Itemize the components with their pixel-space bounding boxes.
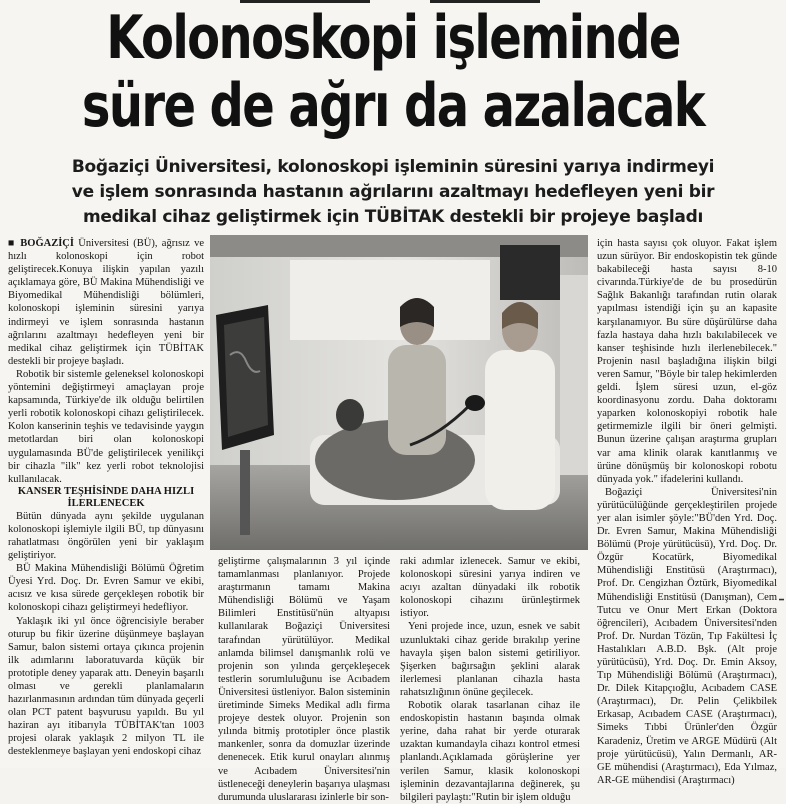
dateline-lead: ■ BOĞAZİÇİ (8, 238, 74, 249)
paragraph: raki adımlar izlenecek. Samur ve ekibi, kolonoskopi süresini yarıya indiren ve acıyı azaltan dünyadaki ilk robotik kolonoskopi cihazını ürünleştirmek istiyor. (400, 556, 580, 620)
headline-line-2: süre de ağrı da azalacak (81, 71, 705, 141)
article-column-2 (218, 555, 390, 803)
paragraph: Bütün dünyada aynı şekilde uygulanan kolonoskopi işlemiyle ilgili BÜ, tıp dünyasını rahatlatması öngörülen yeni bir yaklaşım geliştiriyor. (8, 510, 204, 562)
deck-subtitle (10, 155, 776, 230)
monitor-stand (240, 450, 250, 535)
ceiling-monitor (500, 245, 560, 300)
nurse-left (388, 345, 446, 455)
patient-head (336, 399, 364, 431)
door (560, 275, 588, 475)
doctor-right (485, 350, 555, 510)
paragraph: Boğaziçi Üniversitesi'nin yürütücülüğünde gerçekleştirilen projede yer alan isimler şöyle:"BÜ'den Yrd. Doç. Dr. Evren Samur, Makina Mühendisliği Bölümü (Proje yürütücüsü), Yrd. Doç. Dr. Özgür Kocatürk, Biyomedikal Mühendisliği Enstitüsü (Araştırmacı), Prof. Dr. Cengizhan Öztürk, Biyomedikal Mühendisliği Enstitüsü (Danışman), Cem Tutcu ve Onur Mert Erkan (Doktora öğrencileri), Acıbadem Üniversitesi'nden Prof. Dr. Nurdan Tözün, Tıp Fakültesi İç Hastalıkları A.B.D. Bşk. (Alt proje yürütücüsü), Yrd. Doç. Dr. Emin Aksoy, Tıp Mühendisliği Bölümü (Araştırmacı), Dr. Dilek Kitapçıoğlu, Acıbadem CASE (Araştırmacı), Dr. Pelin Çelikbilek Erkasap, Acıbadem CASE (Araştırmacı), Simeks Tıbbi Ürünler'den Özgür Karadeniz, Üretim ve ARGE Müdürü (Alt proje yürütücüsü), Yalın Dermanlı, AR-GE mühendisi (Araştırmacı), Eda Yılmaz, AR-GE mühendisi (Araştırmacı) (597, 486, 777, 786)
deck-line-1: Boğaziçi Üniversitesi, kolonoskopi işleminin süresini yarıya indirmeyi (71, 157, 715, 177)
hospital-photo (210, 235, 588, 550)
article-column-1 (8, 237, 204, 767)
paragraph: BÜ Makina Mühendisliği Bölümü Öğretim Üyesi Yrd. Doç. Dr. Evren Samur ve ekibi, acısız ve kısa sürede gerçekleşen robotik bir kolonoskopi cihazı geliştirmeyi hedefliyor. (8, 563, 204, 614)
page-edge-fragment: ı (776, 598, 786, 602)
paragraph: geliştirme çalışmalarının 3 yıl içinde tamamlanması planlanıyor. Projede araştırmanın tamamı Makina Mühendisliği Bölümü ve Yaşam Bilimleri Enstitüsü'nün altyapısı kullanılarak Boğaziçi Üniversitesi tarafından yürütülüyor. Medikal anlamda bilimsel danışmanlık rolü ve projenin son yılında gerçekleşecek testlerin sorumluluğunu ise Acıbadem Üniversitesi üstleniyor. Balon sisteminin üretiminde Simeks Medikal adlı firma projeye destek oluyor. Projenin son yılında bitmiş prototipler önce plastik mankenler, sonra da domuzlar üzerinde denenecek. Etik kurul onayları alınmış ve Acıbadem Üniversitesi'nin üstleneceği deneylerin başarıya ulaşması durumunda uluslararası izinlerle bir son- (218, 556, 390, 803)
paragraph: Robotik olarak tasarlanan cihaz ile endoskopistin hastanın başında olmak yerine, daha rahat bir yerde oturarak uzaktan kumandayla cihazı kontrol etmesi planlandı.Açıklamada görüşlerine yer verilen Samur, klasik kolonoskopi işleminin dezavantajlarına değinerek, şu bilgileri paylaştı:"Rutin bir işlem olduğu (400, 700, 580, 803)
paragraph-text: Üniversitesi (BÜ), ağrısız ve hızlı kolonoskopi için robot geliştirecek.Konuya ilişkin yapılan yazılı açıklamaya göre, BÜ Makina Mühendisliği ve Biyomedikal Mühendisliği bölümleri, kolonoskopi işleminin süresini yarıya indirmeyi ve işlem sonrasında hastanın ağrılarını azaltmayı hedefleyen yeni bir medikal cihaz geliştirmek için TÜBİTAK destekli bir projeye başladı. (8, 238, 204, 367)
paragraph: Yeni projede ince, uzun, esnek ve sabit uzunluktaki cihaz geride bırakılıp yerine havayla şişen balon sistemi getiriliyor. Şişerken bağırsağın şeklini alarak ilerlemesi planlanan cihazla hasta rahatsızlığının önüne geçilecek. (400, 621, 580, 698)
subheading: KANSER TEŞHİSİNDE DAHA HIZLI İLERLENECEK (17, 485, 195, 509)
headline-line-1: Kolonoskopi işleminde (106, 3, 680, 73)
monitor-screen (224, 317, 268, 437)
deck-line-2: ve işlem sonrasında hastanın ağrılarını azaltmayı hedefleyen yeni bir (71, 182, 715, 202)
article-column-3 (400, 555, 580, 803)
paragraph: Yaklaşık iki yıl önce öğrencisiyle beraber oturup bu fikir üzerine düşünmeye başlayan Samur, balon sistemi ortaya çıkınca projenin ilk adımlarını laboratuvarda küçük bir prototiple deney yaparak attı. Deneyin başarılı olması ve gerekli planlamaların hazırlanmasının ardından tüm dünyada geçerli olan PCT patent başvurusu yapıldı. Bu yıl haziran ayı itibarıyla TÜBİTAK'tan 1003 projesi olarak yaklaşık 2 milyon TL ile desteklenmeye başlayan yeni endoskopi cihaz (8, 615, 204, 758)
window (290, 260, 490, 340)
paragraph: Robotik bir sistemle geleneksel kolonoskopi yöntemini değiştirmeyi amaçlayan proje kapsamında, Türkiye'de ilk olduğu belirtilen yerli robotik kolonoskopi cihazı geliştirilecek. Kolon kanserinin teşhis ve tedavisinde yaygın metotlardan biri olan kolonoskopi uygulamasında BÜ'de geliştirilecek yenilikçi bir cihazla "ilk" kez yerli robot teknolojisi kullanılacak. (8, 368, 204, 485)
paragraph: için hasta sayısı çok oluyor. Fakat işlem uzun sürüyor. Bir endoskopistin tek günde bakabileceği hasta sayısı 8-10 civarında.Türkiye'de de bu prosedürün Sağlık Bakanlığı tarafından rutin olarak yapılması istendiği için şu an kapasite karşılanamıyor. Bu süre düşürülürse daha fazla hastaya daha hızlı bakılabilecek ve kanser teşhisinde hızlı ilerlenebilecek." Projenin nasıl başladığına ilişkin bilgi veren Samur, "Böyle bir talep hekimlerden geldi. İşlem süresi uzun, el-göz koordinasyonu zordu. Daha doktoramı yaparken kolonoskopiyi robotik hale getirmemizle ilgili bir öneri gelmişti. Bunun üzerine çalışan araştırma grupları var ama klinik olarak kanıtlanmış ve ürüne dönüşmüş bir kolonoskopi robotu dünyada yok." ifadelerini kullandı. (597, 238, 777, 485)
article-column-4 (597, 237, 777, 786)
paragraph (8, 237, 204, 368)
endoscope-handle (465, 395, 485, 411)
deck-line-3: medikal cihaz geliştirmek için TÜBİTAK destekli bir projeye başladı (82, 207, 703, 227)
